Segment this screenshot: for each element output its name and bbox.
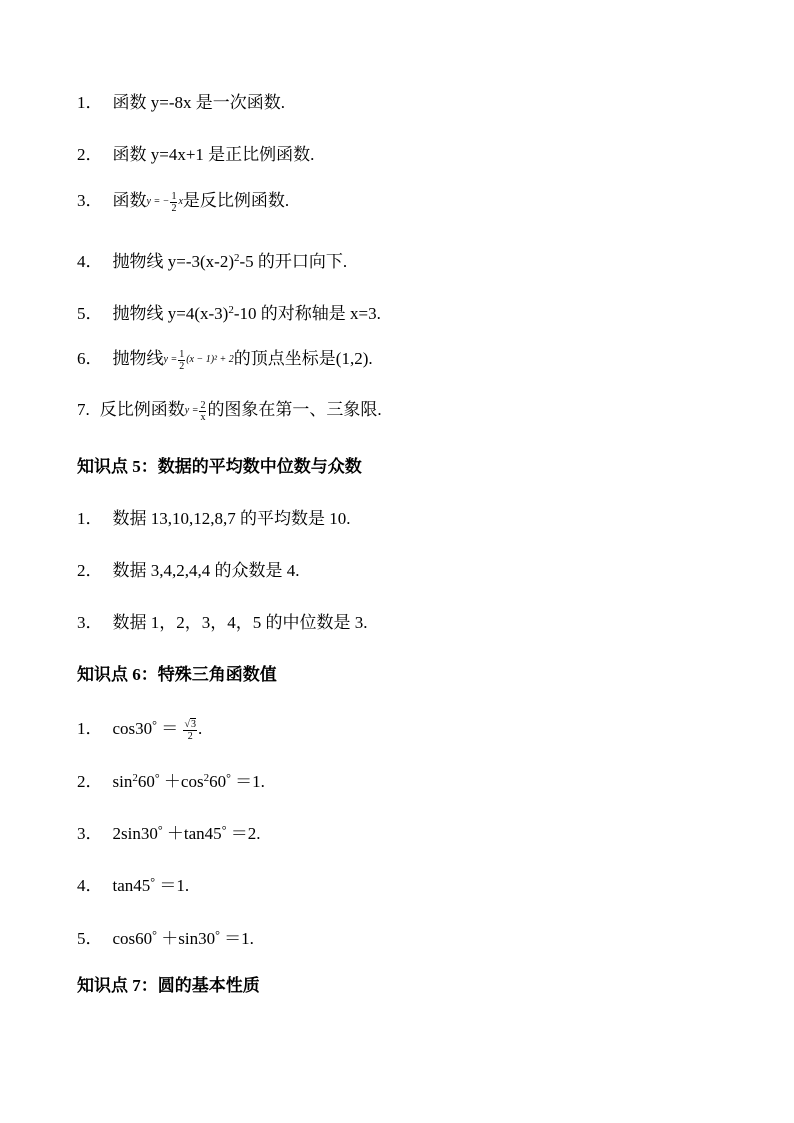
function-item-6: 6． 抛物线y = $\frac{1}{2}$ (x − 1)² + 2的顶点坐标是(1,2). xyxy=(77,348,373,372)
trig-item-5: 5． cos60° ＋sin30° ＝1. xyxy=(77,928,254,948)
data-item-3: 3． 数据 1，2，3，4，5 的中位数是 3. xyxy=(77,613,368,632)
trig-item-3: 3． 2sin30° ＋tan45° ＝2. xyxy=(77,823,261,843)
function-item-3: 3． 函数y = − $\frac{1}{2}$ x是反比例函数. xyxy=(77,190,290,214)
trig-item-2: 2． $\sin^260^\circ +\cos^260^\circ =1$. xyxy=(77,771,265,791)
fraction: $\frac{√3}{2}$ xyxy=(184,718,196,742)
section-heading-5: 知识点 5：数据的平均数中位数与众数 xyxy=(77,457,362,476)
function-item-5: 5． 抛物线 $y=4(x-3)^2-10$ 的对称轴是 x=3. xyxy=(77,304,381,323)
data-item-1: 1． 数据 13,10,12,8,7 的平均数是 10. xyxy=(77,509,351,528)
section-heading-7: 知识点 7：圆的基本性质 xyxy=(77,976,260,995)
fraction: $\frac{2}{x}$ xyxy=(200,399,206,423)
function-item-7: 7. 反比例函数y = $\frac{2}{x}$ 的图象在第一、三象限. xyxy=(77,399,382,423)
fraction: $\frac{1}{2}$ xyxy=(179,348,185,372)
fraction: $\frac{1}{2}$ xyxy=(171,190,177,214)
function-item-2: 2． 函数 y=4x+1 是正比例函数. xyxy=(77,145,315,164)
sqrt-sign: √3 xyxy=(184,718,196,730)
function-item-4: 4． 抛物线 $y=-3(x-2)^2-5$ 的开口向下. xyxy=(77,252,348,271)
trig-item-4: 4． tan45° ＝1. xyxy=(77,875,190,895)
data-item-2: 2． 数据 3,4,2,4,4 的众数是 4. xyxy=(77,561,300,580)
function-item-1: 1． 函数 y=-8x 是一次函数. xyxy=(77,93,285,112)
section-heading-6: 知识点 6：特殊三角函数值 xyxy=(77,665,277,684)
trig-item-1: 1． cos30° ＝ $\frac{√3}{2}$ . xyxy=(77,718,203,742)
